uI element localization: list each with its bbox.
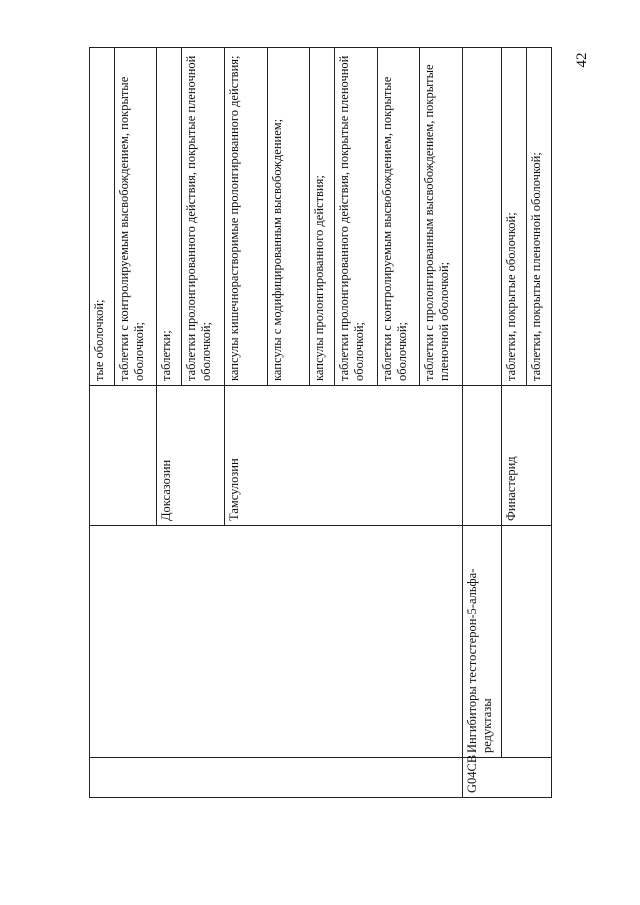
dosage-form-cell: капсулы с модифицированным высвобождением; [267, 48, 310, 386]
pharm-group-cell: Ингибиторы тестостерон-5-альфа-редуктазы [463, 526, 502, 758]
dosage-form-cell: таблетки; [157, 48, 182, 386]
pharm-group-cell [90, 526, 463, 758]
dosage-form-cell: капсулы кишечнорастворимые пролонгированного действия; [224, 48, 267, 386]
table-row [502, 48, 527, 798]
table-row [463, 48, 502, 798]
page-number: 42 [574, 52, 590, 68]
dosage-form-cell: таблетки с контролируемым высвобождением, покрытые оболочкой; [114, 48, 157, 386]
drug-name-cell: Тамсулозин [224, 386, 462, 526]
dosage-form-cell: таблетки пролонгированного действия, покрытые пленочной оболочкой; [334, 48, 377, 386]
drug-name-cell [463, 386, 502, 526]
atc-code-cell [90, 758, 463, 798]
dosage-form-cell: таблетки пролонгированного действия, покрытые пленочной оболочкой; [182, 48, 225, 386]
dosage-form-cell: таблетки, покрытые пленочной оболочкой; [527, 48, 552, 386]
dosage-form-cell: капсулы пролонгированного действия; [310, 48, 335, 386]
table-landscape-frame [89, 48, 552, 798]
dosage-form-cell: таблетки с пролонгированным высвобождением, покрытые пленочной оболочкой; [420, 48, 463, 386]
atc-code-cell: G04CB [463, 758, 552, 798]
dosage-form-cell: таблетки с контролируемым высвобождением, покрытые оболочкой; [377, 48, 420, 386]
pharm-group-cell [502, 526, 552, 758]
drug-name-cell [90, 386, 157, 526]
drug-name-cell: Финастерид [502, 386, 552, 526]
dosage-form-cell [463, 48, 502, 386]
dosage-form-cell: тые оболочкой; [90, 48, 115, 386]
rotated-table-region [89, 48, 552, 798]
table-row [90, 48, 115, 798]
medication-table [89, 47, 552, 798]
dosage-form-cell: таблетки, покрытые оболочкой; [502, 48, 527, 386]
drug-name-cell: Доксазозин [157, 386, 224, 526]
